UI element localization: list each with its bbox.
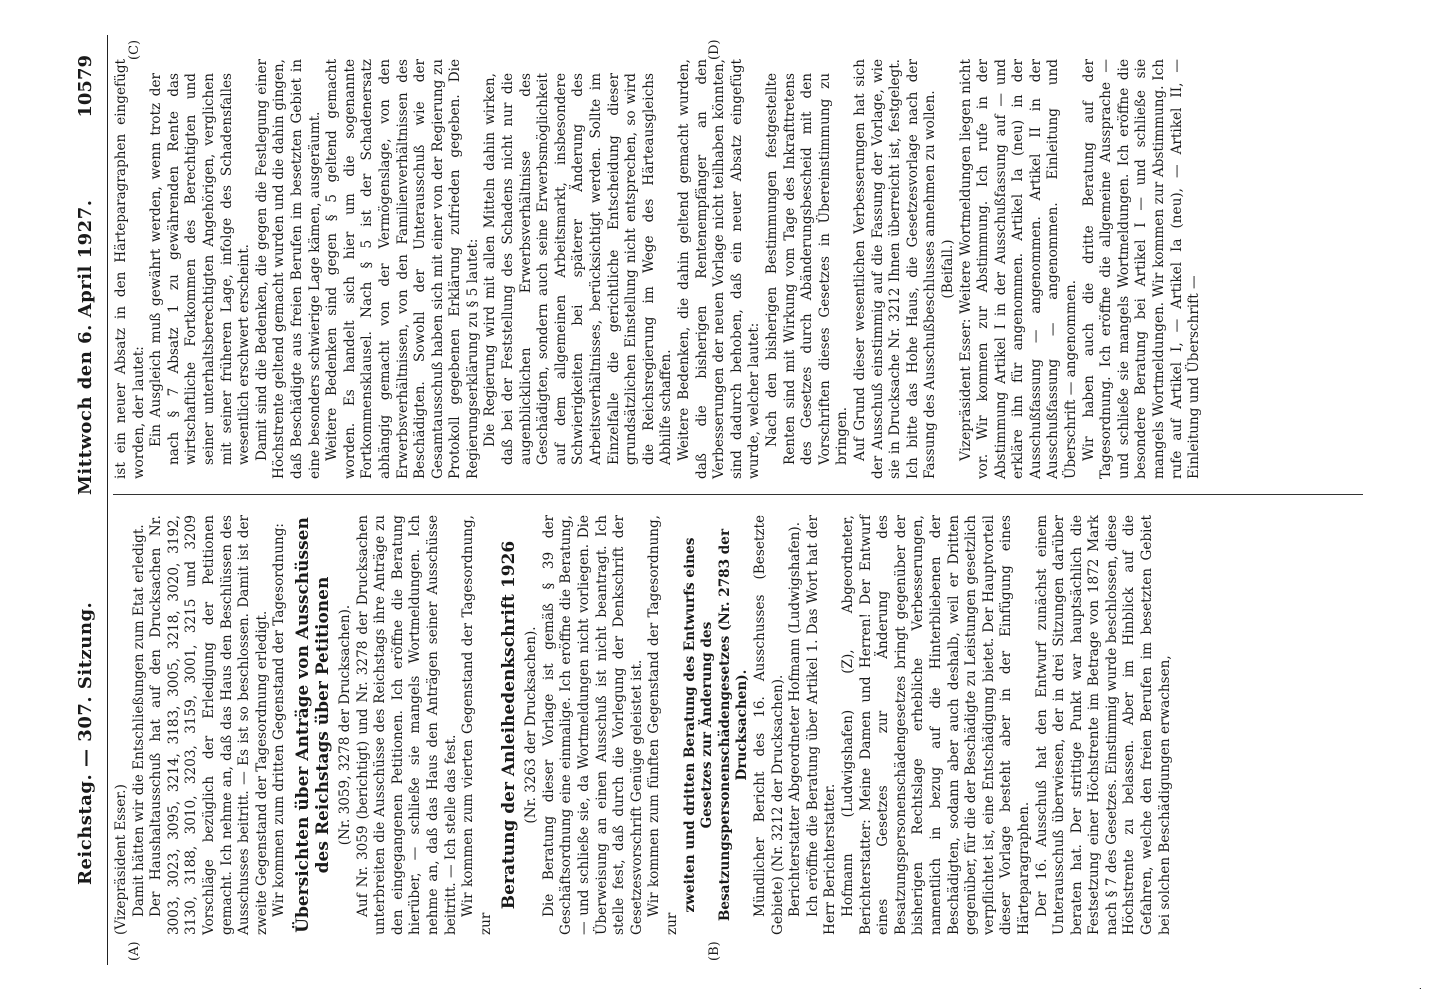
margin-marker-b: (B) bbox=[707, 941, 722, 961]
paragraph: Hofmann (Ludwigshafen) (Z), Abgeordneter, Berichterstatter: Meine Damen und Herren! Der Entwurf eines Gesetzes zur Änderung des Besatzungspersonenschädengesetzes bringt gegenüber der bisherigen Rechtslage erhebliche Verbesserungen, namentlich in bezug auf die Hinterbliebenen der Beschädigten, sodann aber auch deshalb, weil er Dritten gegenüber, für die der Beschädigte zu Leistungen gesetzlich verpflichtet ist, eine Entschädigung bietet. Der Hauptvorteil dieser Vorlage besteht aber in der Einfügung eines Härteparagraphen. bbox=[839, 515, 1032, 935]
applause-note: (Beifall.) bbox=[939, 239, 956, 299]
left-column bbox=[113, 515, 1174, 935]
paragraph: Ich eröffne die Beratung über Artikel 1. Das Wort hat der Herr Berichterstatter. bbox=[804, 515, 839, 935]
right-column bbox=[113, 59, 1204, 479]
paragraph: Mündlicher Bericht des 16. Ausschusses (Besetzte Gebiete) (Nr. 3212 der Drucksachen). bbox=[752, 515, 786, 935]
paragraph: Der 16. Ausschuß hat den Entwurf zunächst einem Unterausschuß überwiesen, der in drei Sitzungen darüber beraten hat. Der strittige Punkt war hauptsächlich die Festsetzung einer Höchstrente im Betrage von 1872 Mark nach § 7 des Gesetzes. Einstimmig wurde beschlossen, diese Höchstrente zu belassen. Aber im Hinblick auf die Gefahren, welche den freien Berufen im besetzten Gebiet bei solchen Beschädigungen erwachsen, bbox=[1033, 515, 1173, 935]
paragraph: Weitere Bedenken, die dahin geltend gemacht wurden, daß die bisherigen Rentenempfänger an den Verbesserungen der neuen Vorlage nicht teilhaben könnten, sind dadurch behoben, daß ein neuer Absatz eingefügt wurde, welcher lautet: bbox=[676, 59, 763, 479]
scanned-page bbox=[67, 35, 1387, 965]
quote: Die Regierung wird mit allen Mitteln dahin wirken, daß bei der Feststellung des Schadens nicht nur die augenblicklichen Erwerbsverhältnisse des Geschädigten, sondern auch seine Erwerbsmöglichkeit auf dem allgemeinen Arbeitsmarkt, insbesondere Schwierigkeiten bei späterer Änderung des Arbeitsverhältnisses, berücksichtigt werden. Sollte im Einzelfalle die gerichtliche Entscheidung dieser grundsätzlichen Einstellung nicht entsprechen, so wird die Reichsregierung im Wege des Härteausgleichs Abhilfe schaffen. bbox=[482, 73, 675, 465]
column-divider bbox=[113, 494, 1363, 495]
quote: Ein Ausgleich muß gewährt werden, wenn trotz der nach § 7 Absatz 1 zu gewährenden Rente das wirtschaftliche Fortkommen des Berechtigten und seiner unterhaltsberechtigten Angehörigen, verglichen mit seiner früheren Lage, infolge des Schadensfalles wesentlich erschwert erscheint. bbox=[148, 73, 253, 465]
paragraph: Die Beratung dieser Vorlage ist gemäß § 39 der Geschäftsordnung eine einmalige. Ich eröffne die Beratung, — und schließe sie, da Wortmeldungen nicht vorliegen. Die Überweisung an einen Ausschuß ist nicht beantragt. Ich stelle fest, daß durch die Vorlegung der Denkschrift der Gesetzesvorschrift Genüge geleistet ist. bbox=[540, 515, 645, 935]
margin-marker-a: (A) bbox=[127, 941, 142, 961]
paragraph: Damit hätten wir die Entschließungen zum Etat erledigt. bbox=[130, 524, 147, 917]
page-number: 10579 bbox=[75, 55, 96, 118]
margin-marker-d: (D) bbox=[707, 39, 722, 60]
paragraph: Damit sind die Bedenken, die gegen die Festlegung einer Höchstrente geltend gemacht wurden und die dahin gingen, daß Beschädigte aus freien Berufen im besetzten Gebiet in eine besonders schwierige Lage kämen, ausgeräumt. bbox=[253, 59, 323, 479]
page-header bbox=[67, 35, 108, 965]
paragraph: Berichterstatter Abgeordneter Hofmann (Ludwigshafen). bbox=[787, 521, 804, 917]
header-left: Reichstag. — 307. Sitzung. bbox=[75, 601, 96, 885]
section-subheading: (Nr. 3263 der Drucksachen). bbox=[523, 626, 540, 824]
paragraph: Wir haben auch die dritte Beratung auf der Tagesordnung. Ich eröffne die allgemeine Aussprache — und schließe sie mangels Wortmeldungen. Ich eröffne die besondere Beratung bei Artikel I — und schließe sie mangels Wortmeldungen. Wir kommen zur Abstimmung. Ich rufe auf Artikel I, — Artikel Ia (neu), — Artikel II, — Einleitung und Überschrift — bbox=[1080, 59, 1203, 479]
margin-marker-c: (C) bbox=[127, 39, 142, 60]
section-heading: zweiten und dritten Beratung des Entwurfs eines Gesetzes zur Änderung des Besatzungspersonenschädengesetzes (Nr. 2783 der Drucksachen). bbox=[681, 528, 751, 922]
paragraph: Auf Nr. 3059 (berichtigt) und Nr. 3278 der Drucksachen unterbreiten die Ausschüsse des Reichstags ihre Anträge zu den eingegangenen Petitionen. Ich eröffne die Beratung hierüber, — schließe sie mangels Wortmeldungen. Ich nehme an, daß das Haus den Anträgen seiner Ausschüsse beitritt. — Ich stelle das fest. bbox=[354, 515, 459, 935]
paragraph: Wir kommen zum fünften Gegenstand der Tagesordnung, zur bbox=[646, 515, 681, 935]
quote: Nach den bisherigen Bestimmungen festgestellte Renten sind mit Wirkung vom Tage des Inkrafttretens des Gesetzes durch Abänderungsbescheid mit den Vorschriften dieses Gesetzes in Übereinstimmung zu bringen. bbox=[763, 73, 851, 465]
section-subheading: (Nr. 3059, 3278 der Drucksachen). bbox=[336, 604, 353, 846]
paragraph: Weitere Bedenken sind gegen § 5 geltend gemacht worden. Es handelt sich hier um die sogenannte Fortkommensklausel. Nach § 5 ist der Schadenersatz abhängig gemacht von der Vermögenslage, von den Erwerbsverhältnissen, von den Familienverhältnissen des Beschädigten. Sowohl der Unterausschuß wie der Gesamtausschuß haben sich mit einer von der Regierung zu Protokoll gegebenen Erklärung zufrieden gegeben. Die Regierungserklärung zu § 5 lautet: bbox=[324, 59, 481, 479]
header-date: Mittwoch den 6. April 1927. bbox=[75, 199, 96, 495]
paragraph: Vizepräsident Esser: Weitere Wortmeldungen liegen nicht vor. Wir kommen zur Abstimmung. Ich rufe in der Abstimmung Artikel I in der Ausschußfassung auf — und erkläre ihn für angenommen. Artikel Ia (neu) in der Ausschußfassung — angenommen. Artikel II in der Ausschußfassung — angenommen. Einleitung und Überschrift — angenommen. bbox=[957, 59, 1080, 479]
paragraph: ist ein neuer Absatz in den Härteparagraphen eingefügt worden, der lautet: bbox=[113, 59, 147, 479]
paragraph: Wir kommen zum dritten Gegenstand der Tagesordnung: bbox=[271, 522, 288, 917]
paragraph: Der Haushaltausschuß hat auf den Drucksachen Nr. 3003, 3023, 3095, 3214, 3183, 3005, 3218, 3020, 3192, 3130, 3188, 3010, 3203, 3159, 3001, 3215 und 3209 Vorschläge bezüglich der Erledigung der Petitionen gemacht. Ich nehme an, daß das Haus den Beschlüssen des Ausschusses beitritt. — Es ist so beschlossen. Damit ist der zweite Gegenstand der Tagesordnung erledigt. bbox=[148, 515, 270, 935]
paragraph: Auf Grund dieser wesentlichen Verbesserungen hat sich der Ausschuß einstimmig auf die Fassung der Vorlage, wie sie in Drucksache Nr. 3212 Ihnen überreicht ist, festgelegt. Ich bitte das Hohe Haus, die Gesetzesvorlage nach der Fassung des Ausschußbeschlusses annehmen zu wollen. bbox=[851, 59, 939, 479]
paragraph: (Vizepräsident Esser.) bbox=[113, 784, 129, 935]
paragraph: Wir kommen zum vierten Gegenstand der Tagesordnung, zur bbox=[460, 515, 494, 935]
section-heading: Beratung der Anleihedenkschrift 1926 bbox=[499, 540, 520, 910]
section-heading: Übersichten über Anträge von Ausschüssen des Reichstags über Petitionen bbox=[292, 517, 333, 933]
digitization-credit: · bbox=[1416, 986, 1427, 990]
